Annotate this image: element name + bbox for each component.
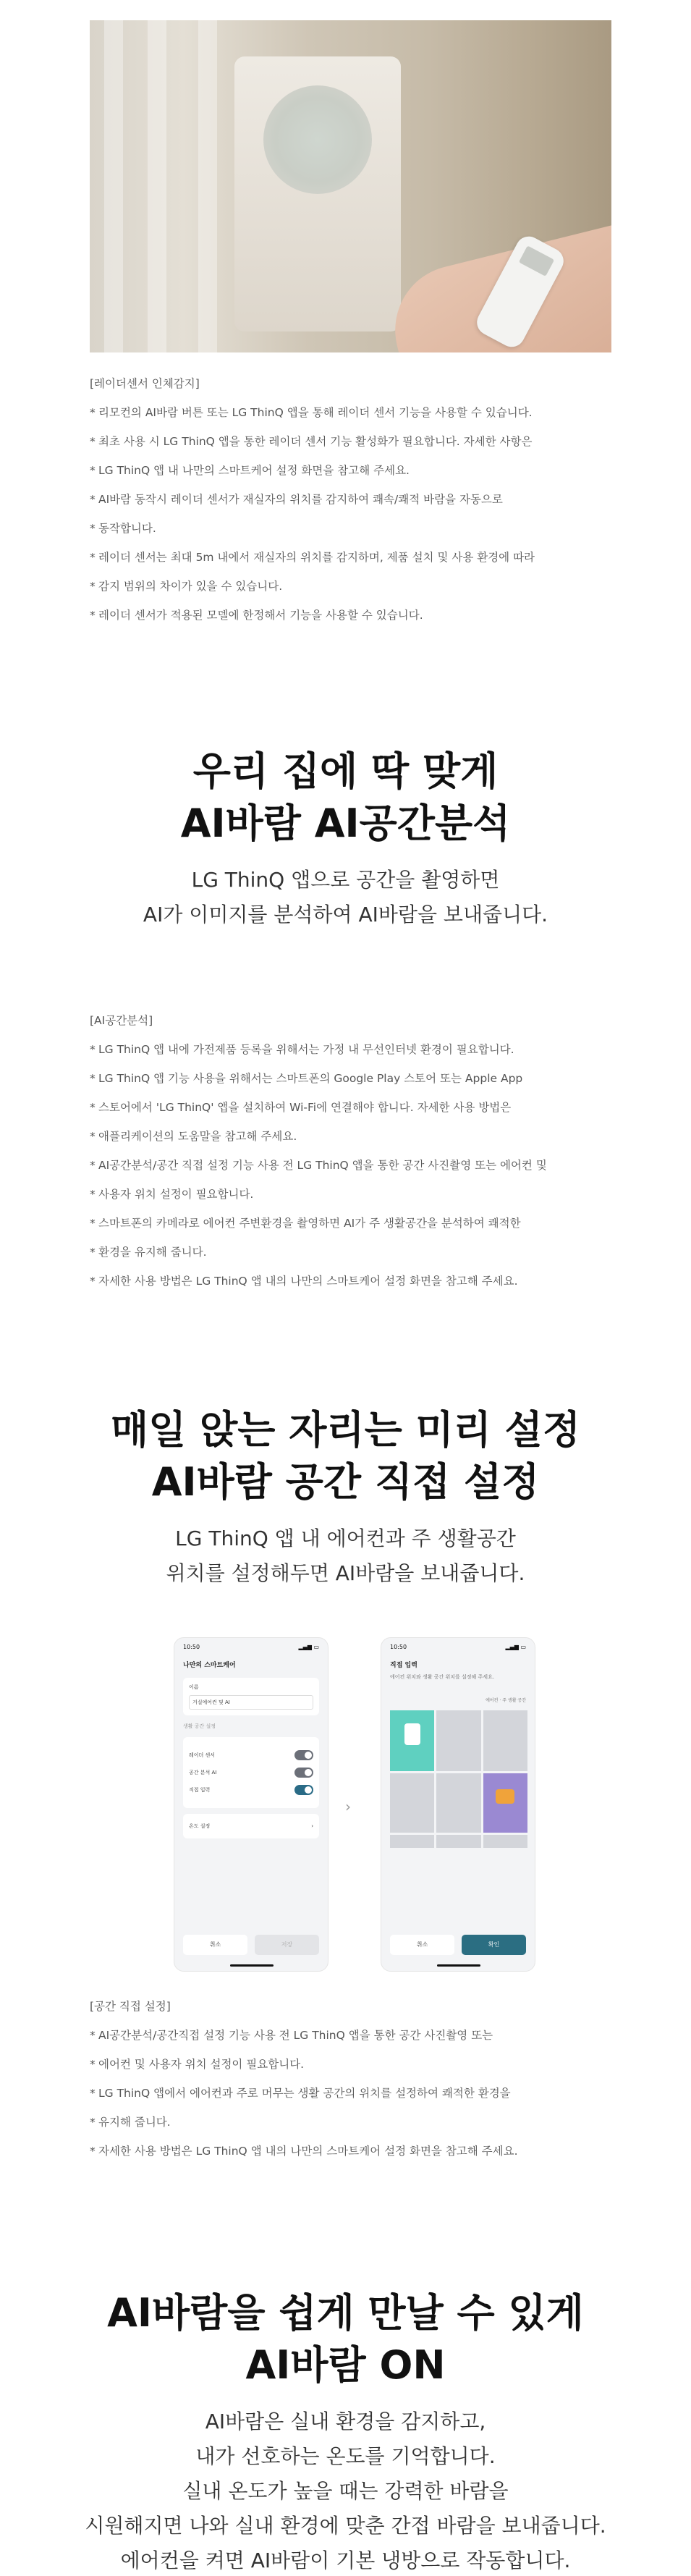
signal-battery-icon: ▂▄▆ ▭	[505, 1644, 526, 1650]
option-row[interactable]	[189, 1785, 313, 1795]
grid-cell[interactable]	[483, 1835, 527, 1848]
chevron-right-icon: ›	[345, 1798, 351, 1815]
note-item: * AI공간분석/공간직접 설정 기능 사용 전 LG ThinQ 앱을 통한 공간 사진촬영 또는	[90, 2021, 611, 2050]
section-subtitle-line2: 위치를 설정해두면 AI바람을 보내줍니다.	[166, 1561, 525, 1585]
button-row	[183, 1935, 319, 1955]
manual-space-setting-section	[0, 1404, 691, 1591]
grid-legend: 에어컨 · 주 생활 공간	[486, 1698, 526, 1703]
section-subtitle-line2: AI가 이미지를 분석하여 AI바람을 보내줍니다.	[143, 903, 548, 926]
phone-manual-input-screen	[381, 1637, 535, 1972]
notes-title: [AI공간분석]	[90, 1014, 153, 1027]
section-subtitle-line: 내가 선호하는 온도를 기억합니다.	[195, 2444, 496, 2468]
air-conditioner-unit	[234, 56, 401, 331]
note-item: * AI공간분석/공간 직접 설정 기능 사용 전 LG ThinQ 앱을 통한 공간 사진촬영 또는 에어컨 및	[90, 1151, 611, 1180]
note-item-continued	[90, 456, 611, 485]
section-title-line2: AI바람 AI공간분석	[180, 801, 511, 846]
name-card	[183, 1678, 319, 1715]
option-label: 레이더 센서	[189, 1752, 216, 1758]
air-conditioner-ring	[263, 85, 372, 194]
section-title-line1: 우리 집에 딱 맞게	[192, 748, 499, 794]
home-indicator	[230, 1964, 274, 1967]
curtain-decor	[148, 20, 166, 352]
grid-cell[interactable]	[436, 1773, 480, 1833]
grid-cell[interactable]	[436, 1835, 480, 1848]
option-label: 공간 분석 AI	[189, 1770, 217, 1775]
option-row[interactable]	[189, 1823, 313, 1830]
note-item-continued	[90, 1122, 611, 1151]
signal-battery-icon: ▂▄▆ ▭	[298, 1644, 319, 1650]
notes-title: [레이더센서 인체감지]	[90, 377, 200, 390]
note-text: 동작합니다.	[98, 522, 156, 535]
section-subtitle-line1: LG ThinQ 앱 내 에어컨과 주 생활공간	[175, 1526, 516, 1550]
grid-cell[interactable]	[390, 1835, 434, 1848]
section-label: 생활 공간 설정	[183, 1723, 216, 1729]
save-button[interactable]: 저장	[255, 1935, 319, 1955]
app-screenshots	[174, 1637, 535, 1972]
status-time: 10:50	[390, 1644, 407, 1650]
note-item-continued	[90, 1238, 611, 1267]
note-item: * 리모컨의 AI바람 버튼 또는 LG ThinQ 앱을 통해 레이더 센서 기능을 사용할 수 있습니다.	[90, 398, 611, 427]
cancel-button[interactable]: 취소	[183, 1935, 247, 1955]
air-conditioner-cell[interactable]	[390, 1710, 434, 1771]
section-subtitle-line: AI바람은 실내 환경을 감지하고,	[205, 2410, 486, 2433]
button-row	[390, 1935, 526, 1955]
option-label: 직접 입력	[189, 1787, 211, 1793]
note-text: LG ThinQ 앱 내 나만의 스마트케어 설정 화면을 참고해 주세요.	[98, 464, 410, 477]
manual-input-toggle[interactable]	[294, 1785, 313, 1795]
note-text: 에어컨 및 사용자 위치 설정이 필요합니다.	[98, 2058, 305, 2071]
note-item: * 스마트폰의 카메라로 에어컨 주변환경을 촬영하면 AI가 주 생활공간을 분석하여 쾌적한	[90, 1209, 611, 1238]
ai-wind-on-section	[0, 2287, 691, 2576]
curtain-decor	[104, 20, 123, 352]
confirm-button[interactable]: 확인	[462, 1935, 526, 1955]
remote-screen	[519, 245, 554, 276]
note-text: 애플리케이션의 도움말을 참고해 주세요.	[98, 1130, 297, 1143]
note-text: 유지해 줍니다.	[98, 2116, 171, 2129]
home-indicator	[437, 1964, 480, 1967]
phone-smartcare-screen	[174, 1637, 328, 1972]
temperature-card[interactable]	[183, 1814, 319, 1838]
note-item: * LG ThinQ 앱 내에 가전제품 등록을 위해서는 가정 내 무선인터넷 환경이 필요합니다.	[90, 1035, 611, 1064]
note-item-continued	[90, 572, 611, 601]
section-title-line2: AI바람 공간 직접 설정	[151, 1459, 540, 1505]
air-conditioner-icon	[404, 1723, 420, 1745]
screen-title: 나만의 스마트케어	[183, 1662, 236, 1669]
note-item: * AI바람 동작시 레이더 센서가 재실자의 위치를 감지하여 쾌속/쾌적 바람을 자동으로	[90, 485, 611, 514]
section-subtitle-line: 시원해지면 나와 실내 환경에 맞춘 간접 바람을 보내줍니다.	[85, 2514, 606, 2538]
section-title-line1: 매일 앉는 자리는 미리 설정	[110, 1407, 580, 1453]
note-item-continued	[90, 1093, 611, 1122]
option-row[interactable]	[189, 1750, 313, 1760]
note-text: 환경을 유지해 줍니다.	[98, 1246, 207, 1259]
status-bar	[381, 1638, 535, 1657]
living-space-cell[interactable]	[483, 1773, 527, 1833]
chevron-right-icon: ›	[311, 1823, 313, 1829]
note-item-continued	[90, 514, 611, 543]
note-item: * 자세한 사용 방법은 LG ThinQ 앱 내의 나만의 스마트케어 설정 화면을 참고해 주세요.	[90, 1267, 611, 1296]
note-item: * LG ThinQ 앱 기능 사용을 위해서는 스마트폰의 Google Play 스토어 또는 Apple App	[90, 1064, 611, 1093]
name-label: 이름	[189, 1684, 199, 1690]
grid-cell[interactable]	[483, 1710, 527, 1771]
space-grid	[390, 1710, 527, 1848]
sofa-icon	[496, 1789, 514, 1804]
hero-remote-image	[90, 20, 611, 352]
grid-cell[interactable]	[436, 1710, 480, 1771]
note-item: * 자세한 사용 방법은 LG ThinQ 앱 내의 나만의 스마트케어 설정 화면을 참고해 주세요.	[90, 2137, 611, 2166]
section-subtitle-line: 에어컨을 켜면 AI바람이 기본 냉방으로 작동합니다.	[120, 2548, 571, 2572]
section-title-line1: AI바람을 쉽게 만날 수 있게	[107, 2290, 584, 2336]
section-title-line2: AI바람 ON	[245, 2342, 446, 2388]
note-item: * LG ThinQ 앱에서 에어컨과 주로 머무는 생활 공간의 위치를 설정하여 쾌적한 환경을	[90, 2079, 611, 2108]
option-label: 온도 설정	[189, 1823, 211, 1829]
note-item: * 최초 사용 시 LG ThinQ 앱을 통한 레이더 센서 기능 활성화가 필요합니다. 자세한 사항은	[90, 427, 611, 456]
status-time: 10:50	[183, 1644, 200, 1650]
note-text: 스토어에서 'LG ThinQ' 앱을 설치하여 Wi-Fi에 연결해야 합니다. 자세한 사용 방법은	[98, 1101, 512, 1114]
ai-space-analysis-notes	[90, 1006, 611, 1296]
cancel-button[interactable]: 취소	[390, 1935, 454, 1955]
option-row[interactable]	[189, 1768, 313, 1778]
section-subtitle-line: 실내 온도가 높을 때는 강력한 바람을	[182, 2479, 509, 2503]
space-ai-toggle[interactable]	[294, 1768, 313, 1778]
section-subtitle-line1: LG ThinQ 앱으로 공간을 촬영하면	[191, 868, 500, 892]
grid-cell[interactable]	[390, 1773, 434, 1833]
note-item-continued	[90, 2108, 611, 2137]
note-item: * 레이더 센서는 최대 5m 내에서 재실자의 위치를 감지하며, 제품 설치 및 사용 환경에 따라	[90, 543, 611, 572]
ai-space-analysis-section	[0, 746, 691, 932]
note-item-continued	[90, 1180, 611, 1209]
radar-sensor-notes	[90, 369, 611, 630]
radar-toggle[interactable]	[294, 1750, 313, 1760]
note-text: 감지 범위의 차이가 있을 수 있습니다.	[98, 580, 283, 593]
notes-title: [공간 직접 설정]	[90, 2000, 171, 2013]
curtain-decor	[198, 20, 217, 352]
status-bar	[174, 1638, 328, 1657]
note-item-continued	[90, 2050, 611, 2079]
manual-space-notes	[90, 1992, 611, 2166]
screen-title: 직접 입력	[390, 1662, 417, 1669]
options-card	[183, 1737, 319, 1808]
name-input[interactable]: 거실에어컨 및 AI	[189, 1695, 313, 1710]
note-item: * 레이더 센서가 적용된 모델에 한정해서 기능을 사용할 수 있습니다.	[90, 601, 611, 630]
screen-description: 에어컨 위치와 생활 공간 위치를 설정해 주세요.	[390, 1674, 495, 1680]
note-text: 사용자 위치 설정이 필요합니다.	[98, 1188, 254, 1201]
